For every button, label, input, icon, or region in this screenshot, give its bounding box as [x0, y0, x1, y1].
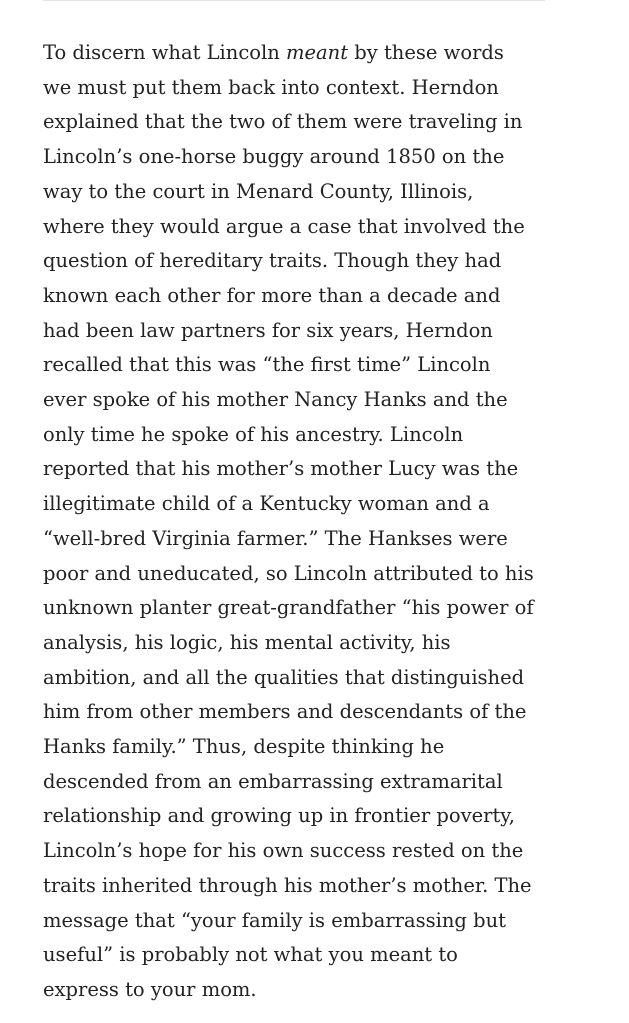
- paragraph-line: ambition, and all the qualities that distinguished: [43, 665, 525, 689]
- paragraph-line: traits inherited through his mother’s mother. The: [43, 873, 532, 897]
- article-body: [43, 36, 553, 1008]
- paragraph-line: Hanks family.” Thus, despite thinking he: [43, 735, 445, 759]
- paragraph-line: had been law partners for six years, Herndon: [43, 318, 493, 342]
- paragraph-line: message that “your family is embarrassing but: [43, 908, 506, 932]
- paragraph-line: where they would argue a case that involved the: [43, 214, 525, 238]
- paragraph-line: ever spoke of his mother Nancy Hanks and the: [43, 388, 508, 412]
- paragraph-line: poor and uneducated, so Lincoln attributed to his: [43, 561, 534, 585]
- paragraph-line: known each other for more than a decade and: [43, 283, 501, 307]
- paragraph-line: recalled that this was “the first time” Lincoln: [43, 353, 491, 377]
- paragraph-line: express to your mom.: [43, 977, 257, 1001]
- paragraph-line: Lincoln’s one-horse buggy around 1850 on the: [43, 145, 505, 169]
- paragraph-line: illegitimate child of a Kentucky woman and a: [43, 492, 490, 516]
- paragraph-line: reported that his mother’s mother Lucy was the: [43, 457, 519, 481]
- paragraph-line: unknown planter great-grandfather “his power of: [43, 596, 534, 620]
- paragraph-line: Lincoln’s hope for his own success rested on the: [43, 839, 524, 863]
- paragraph-line: question of hereditary traits. Though they had: [43, 249, 502, 273]
- article-paragraph: [43, 36, 553, 1008]
- top-divider: [43, 0, 545, 1]
- paragraph-line: “well-bred Virginia farmer.” The Hankses were: [43, 526, 508, 550]
- paragraph-line: him from other members and descendants of the: [43, 700, 527, 724]
- paragraph-line: way to the court in Menard County, Illinois,: [43, 179, 474, 203]
- paragraph-line: descended from an embarrassing extramarital: [43, 769, 503, 793]
- paragraph-line: explained that the two of them were traveling in: [43, 110, 523, 134]
- paragraph-line: analysis, his logic, his mental activity, his: [43, 630, 451, 654]
- emphasis-meant: meant: [286, 41, 349, 64]
- paragraph-line: relationship and growing up in frontier poverty,: [43, 804, 515, 828]
- paragraph-line: we must put them back into context. Herndon: [43, 75, 499, 99]
- paragraph-line: only time he spoke of his ancestry. Lincoln: [43, 422, 464, 446]
- paragraph-line: useful” is probably not what you meant to: [43, 943, 458, 967]
- paragraph-line-1: To discern what Lincoln meant by these words: [43, 41, 504, 64]
